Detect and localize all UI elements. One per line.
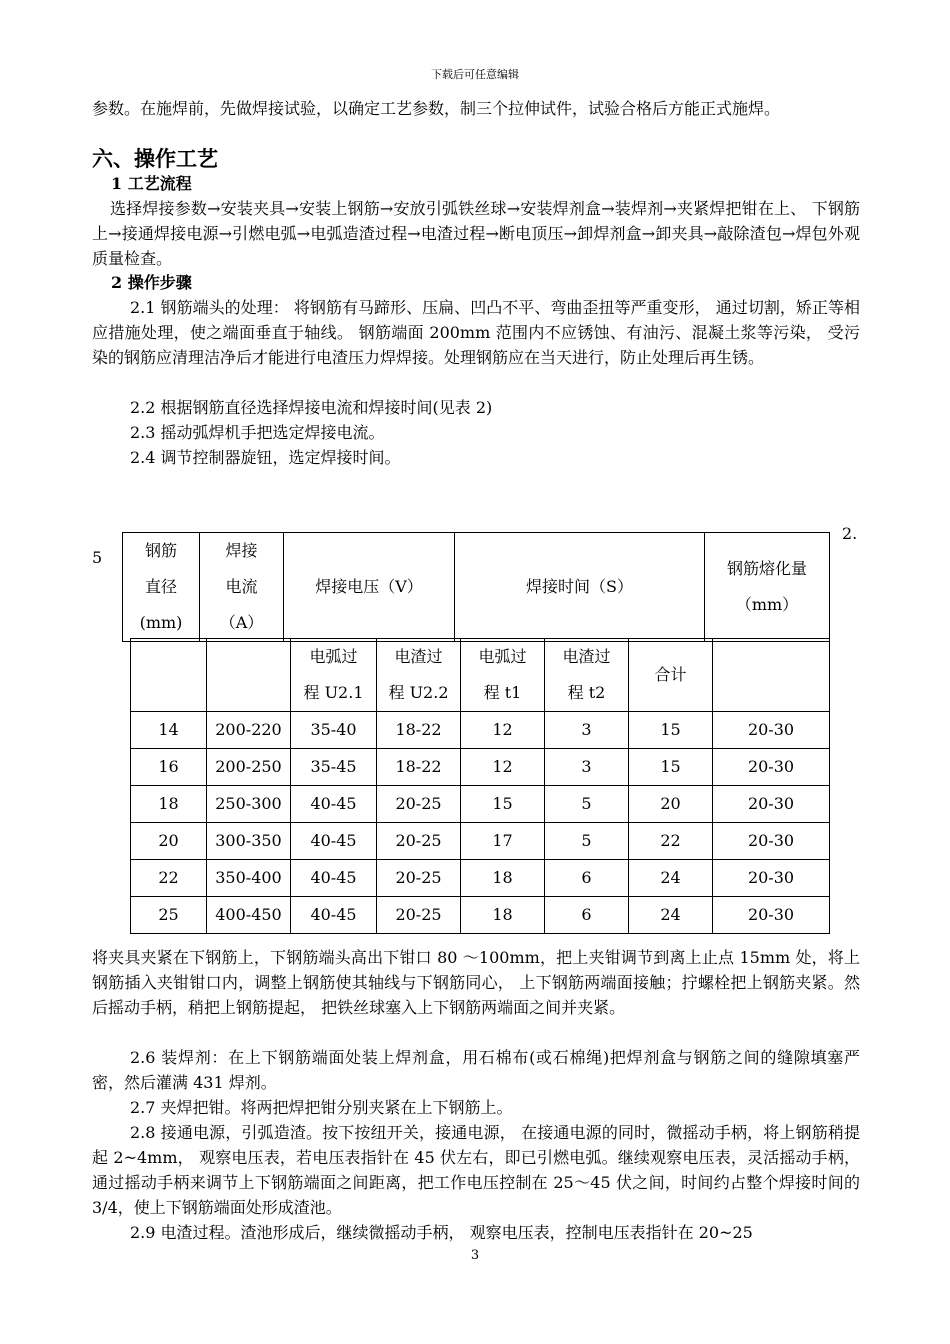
table-cell: 20 xyxy=(131,823,207,860)
table-cell: 400-450 xyxy=(207,897,291,934)
table-cell: 200-220 xyxy=(207,712,291,749)
table-cell: 20 xyxy=(629,786,713,823)
table-row xyxy=(131,897,830,934)
table-cell: 22 xyxy=(131,860,207,897)
table-cell: 24 xyxy=(629,860,713,897)
table-cell: 24 xyxy=(629,897,713,934)
table-cell: 6 xyxy=(545,860,629,897)
table-cell: 12 xyxy=(461,712,545,749)
step-number-fragment-left: 5 xyxy=(92,548,103,567)
table-cell: 15 xyxy=(629,712,713,749)
table-cell: 20-25 xyxy=(377,860,461,897)
step-2-1-paragraph: 2.1 钢筋端头的处理： 将钢筋有马蹄形、压扁、凹凸不平、弯曲歪扭等严重变形， 通过切割，矫正等相应措施处理，使之端面垂直于轴线。 钢筋端面 200mm 范围内不应锈蚀、有油污、混凝土浆等污染， 受污染的钢筋应清理洁净后才能进行电渣压力焊焊接。处理钢筋应在当天进行，防止处理后再生锈。 xyxy=(92,298,860,367)
step-2-3-paragraph: 2.3 摇动弧焊机手把选定焊接电流。 xyxy=(130,423,385,442)
step-2-6-paragraph: 2.6 装焊剂：在上下钢筋端面处装上焊剂盒，用石棉布(或石棉绳)把焊剂盒与钢筋之间的缝隙填塞严密，然后灌满 431 焊剂。 xyxy=(92,1048,860,1092)
table-cell: 12 xyxy=(461,749,545,786)
step-2-7-paragraph: 2.7 夹焊把钳。将两把焊把钳分别夹紧在上下钢筋上。 xyxy=(130,1098,513,1117)
table-cell: 5 xyxy=(545,823,629,860)
table-cell: 14 xyxy=(131,712,207,749)
table-cell: 35-45 xyxy=(291,749,377,786)
page-header: 下载后可任意编辑 xyxy=(431,68,519,81)
header-time: 焊接时间（S） xyxy=(455,533,705,642)
header-voltage: 焊接电压（V） xyxy=(284,533,455,642)
table-row xyxy=(131,786,830,823)
header-current: 焊接 电流 （A） xyxy=(200,533,284,642)
table-cell: 20-30 xyxy=(713,786,830,823)
step-number-fragment: 2. xyxy=(842,524,858,543)
subheader-blank xyxy=(207,639,291,712)
step-2-8-paragraph: 2.8 接通电源，引弧造渣。按下按纽开关，接通电源， 在接通电源的同时，微摇动手柄，将上钢筋稍提起 2~4mm， 观察电压表，若电压表指针在 45 伏左右，即已引燃电弧。继续观察电压表，灵活摇动手柄，通过摇动手柄来调节上下钢筋端面之间距离，把工作电压控制在 25～45 伏之间，时间约占整个焊接时间的 3/4，使上下钢筋端面处形成渣池。 xyxy=(92,1123,860,1217)
table-cell: 20-25 xyxy=(377,786,461,823)
subheader-slag-time: 电渣过 程 t2 xyxy=(545,639,629,712)
step-2-2-paragraph: 2.2 根据钢筋直径选择焊接电流和焊接时间(见表 2) xyxy=(130,398,493,417)
table-cell: 16 xyxy=(131,749,207,786)
table-cell: 350-400 xyxy=(207,860,291,897)
step-2-9-paragraph: 2.9 电渣过程。渣池形成后，继续微摇动手柄， 观察电压表，控制电压表指针在 20~25 xyxy=(130,1223,753,1242)
table-cell: 250-300 xyxy=(207,786,291,823)
subheader-slag-voltage: 电渣过 程 U2.2 xyxy=(377,639,461,712)
section-title: 六、操作工艺 xyxy=(92,146,218,171)
table-cell: 3 xyxy=(545,749,629,786)
table-cell: 18 xyxy=(461,860,545,897)
subheader-blank xyxy=(713,639,830,712)
subsection-title-flow: 1 工艺流程 xyxy=(111,174,192,193)
table-cell: 18-22 xyxy=(377,749,461,786)
subsection-title-steps: 2 操作步骤 xyxy=(111,273,192,292)
parameter-table-header xyxy=(122,532,830,642)
table-cell: 40-45 xyxy=(291,897,377,934)
table-cell: 15 xyxy=(629,749,713,786)
table-cell: 25 xyxy=(131,897,207,934)
table-cell: 15 xyxy=(461,786,545,823)
table-cell: 3 xyxy=(545,712,629,749)
header-diameter: 钢筋 直径 (mm) xyxy=(123,533,200,642)
page-number: 3 xyxy=(470,1248,480,1263)
table-cell: 18-22 xyxy=(377,712,461,749)
table-cell: 20-25 xyxy=(377,897,461,934)
table-cell: 20-30 xyxy=(713,712,830,749)
subheader-blank xyxy=(131,639,207,712)
table-cell: 6 xyxy=(545,897,629,934)
table-row xyxy=(131,823,830,860)
table-cell: 35-40 xyxy=(291,712,377,749)
table-cell: 18 xyxy=(461,897,545,934)
subheader-total: 合计 xyxy=(629,639,713,712)
table-cell: 5 xyxy=(545,786,629,823)
table-cell: 40-45 xyxy=(291,786,377,823)
intro-paragraph: 参数。在施焊前，先做焊接试验，以确定工艺参数，制三个拉伸试件，试验合格后方能正式施焊。 xyxy=(92,99,781,118)
table-cell: 17 xyxy=(461,823,545,860)
table-cell: 20-30 xyxy=(713,897,830,934)
flow-paragraph: 选择焊接参数→安装夹具→安装上钢筋→安放引弧铁丝球→安装焊剂盒→装焊剂→夹紧焊把钳在上、 下钢筋上→接通焊接电源→引燃电弧→电弧造渣过程→电渣过程→断电顶压→卸焊剂盒→卸夹具→敲除渣包→焊包外观质量检查。 xyxy=(92,199,860,268)
parameter-table-body xyxy=(130,638,830,934)
subheader-arc-voltage: 电弧过 程 U2.1 xyxy=(291,639,377,712)
header-melt: 钢筋熔化量 （mm） xyxy=(705,533,830,642)
table-row xyxy=(131,712,830,749)
table-cell: 200-250 xyxy=(207,749,291,786)
table-cell: 18 xyxy=(131,786,207,823)
table-cell: 22 xyxy=(629,823,713,860)
table-cell: 20-30 xyxy=(713,749,830,786)
step-2-5-paragraph: 将夹具夹紧在下钢筋上，下钢筋端头高出下钳口 80 ～100mm，把上夹钳调节到离上止点 15mm 处，将上钢筋插入夹钳钳口内，调整上钢筋使其轴线与下钢筋同心， 上下钢筋两端面接触；拧螺栓把上钢筋夹紧。然后摇动手柄，稍把上钢筋提起， 把铁丝球塞入上下钢筋两端面之间并夹紧。 xyxy=(92,948,860,1017)
table-cell: 300-350 xyxy=(207,823,291,860)
table-row xyxy=(131,749,830,786)
table-cell: 20-30 xyxy=(713,860,830,897)
step-2-4-paragraph: 2.4 调节控制器旋钮，选定焊接时间。 xyxy=(130,448,401,467)
table-row xyxy=(131,860,830,897)
subheader-arc-time: 电弧过 程 t1 xyxy=(461,639,545,712)
table-cell: 40-45 xyxy=(291,860,377,897)
table-cell: 40-45 xyxy=(291,823,377,860)
table-cell: 20-25 xyxy=(377,823,461,860)
table-cell: 20-30 xyxy=(713,823,830,860)
